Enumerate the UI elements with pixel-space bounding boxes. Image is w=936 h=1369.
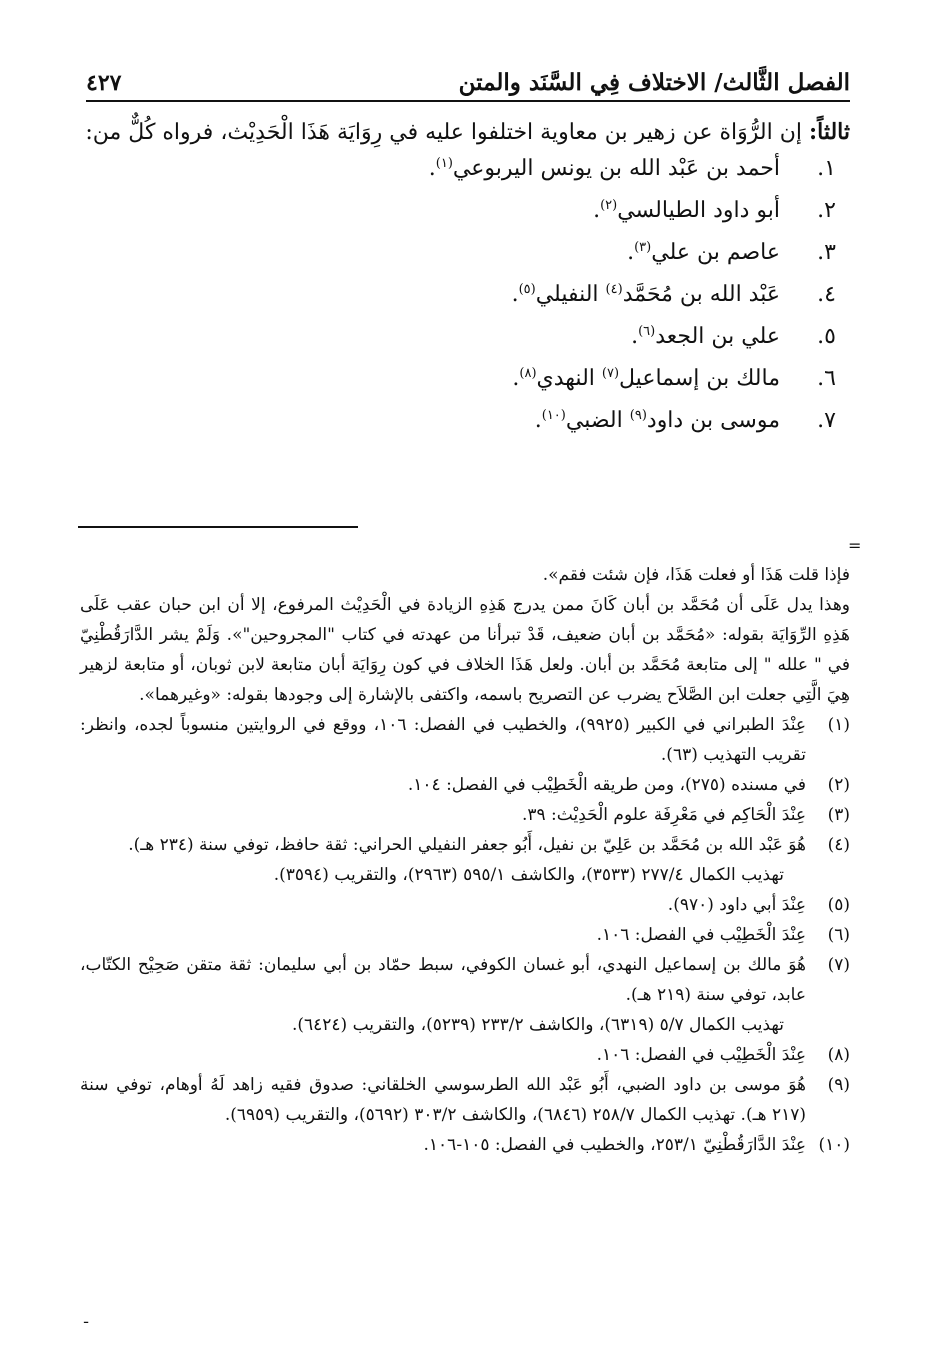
narrator-name [535,408,790,433]
narrator-list [136,156,836,450]
full-stop: . [428,156,436,181]
footnote-ref[interactable]: (١٠) [541,408,566,423]
header-rule [86,100,850,102]
narrator-item [136,198,836,240]
footnote-text [80,1070,806,1130]
narrator-name [512,282,790,307]
footnote-number: (١٠) [818,1135,850,1155]
footnote-number: (٤) [827,835,850,855]
footnote-number: (١) [827,715,850,735]
narrator-number: ٧. [817,408,836,433]
narrator-item [136,366,836,408]
footnote-text [80,800,806,830]
narrator-number: ٦. [817,366,836,391]
continuation-mark: = [848,536,862,555]
footnote-number: (٦) [827,925,850,945]
footnote-item [80,830,850,890]
footnote-number: (٢) [827,775,850,795]
footnote-line: تهذيب الكمال ٢٧٧/٤ (٣٥٣٣)، والكاشف ٥٩٥/١ (٢٩٦٣)، والتقريب (٣٥٩٤). [273,865,784,885]
footnote-line: عِنْدَ الطبراني في الكبير (٩٩٢٥)، والخطيب في الفصل: ١٠٦، ووقع في الروايتين منسوباً لجده، وانظر: تقريب التهذيب (٦٣). [80,715,806,765]
chapter-title: الفصل الثَّالث/ الاختلاف فِي السَّنَد والمتن [458,69,850,96]
narrator-name [429,156,790,181]
footnote-text [80,950,806,1040]
narrator-number: ١. [817,156,836,181]
footnote-ref[interactable]: (٤) [605,282,623,297]
footnote-number: (٧) [827,955,850,975]
footnote-number: (٥) [827,895,850,915]
footnote-line: في مسنده (٢٧٥)، ومن طريقه الْخَطِيْب في الفصل: ١٠٤. [407,775,806,795]
running-header [86,58,850,96]
footnote-item [80,710,850,770]
intro-text: إن الرُّوَاة عن زهير بن معاوية اختلفوا عليه في رِوَايَة هَذَا الْحَدِيْث، فرواه كُلٌّ من: [85,120,802,145]
full-stop: . [511,282,519,307]
narrator-nisba: النفيلي [535,282,606,307]
intro-paragraph [86,112,850,153]
narrator-item [136,408,836,450]
footnote-text [80,1040,806,1070]
footnote-ref[interactable]: (٥) [518,282,536,297]
footnote-ref[interactable]: (٣) [634,240,652,255]
footnote-line: عِنْدَ الْخَطِيْب في الفصل: ١٠٦. [596,925,806,945]
narrator-name-text: أبو داود الطيالسي [617,198,780,223]
narrator-item [136,324,836,366]
narrator-nisba: النهدي [536,366,602,391]
footnote-ref[interactable]: (٧) [601,366,620,381]
footnote-number: (٨) [827,1045,850,1065]
footnote-line: تهذيب الكمال ٥/٧ (٦٣١٩)، والكاشف ٢٣٣/٢ (٥٢٣٩)، والتقريب (٦٤٢٤). [291,1015,784,1035]
intro-lead: ثالثاً: [809,119,850,145]
page-number: ٤٢٧ [86,70,122,96]
footnote-item [80,770,850,800]
continuation-line: وهذا يدل عَلَى أن مُحَمَّد بن أبان كَانَ ممن يدرج هَذِهِ الزيادة في الْحَدِيْث المرفوع، إلا أن ابن حبان عقب عَلَى هَذِهِ الرِّوَايَة بقوله: «مُحَمَّد بن أبان ضعيف، قَدْ تبرأنا من عهدته في كتاب "المجروحين"». وَلَمْ يشر الدَّارَقُطْنِيّ في " علله " إلى متابعة مُحَمَّد بن أبان. ولعل هَذَا الخلاف في كون رِوَايَة أبان متابعة لابن ثوبان، أو متابعة لزهير هِيَ الَّتِي جعلت ابن الصَّلاَح يضرب عن التصريح باسمه، واكتفى بالإشارة إلى وجودها بقوله: «وغيرهما». [80,595,850,705]
footnote-line: عِنْدَ الدَّارَقُطْنِيّ ٢٥٣/١، والخطيب في الفصل: ١٠٥-١٠٦. [423,1135,806,1155]
narrator-item [136,240,836,282]
footnote-item [80,950,850,1040]
footnote-ref[interactable]: (٢) [600,198,618,213]
footnote-text [80,830,806,890]
footnote-text [80,920,806,950]
footnote-line: عِنْدَ الْخَطِيْب في الفصل: ١٠٦. [596,1045,806,1065]
narrator-name-text: علي بن الجعد [655,324,780,349]
footnote-continuation [80,560,850,710]
narrator-item [136,282,836,324]
full-stop: . [534,408,542,433]
narrator-name-text: عَبْد الله بن مُحَمَّد [622,282,780,307]
footnote-line: عِنْدَ أبي داود (٩٧٠). [667,895,806,915]
narrator-item [136,156,836,198]
footnote-line: هُوَ عَبْد الله بن مُحَمَّد بن عَلِيّ بن نفيل، أَبُو جعفر النفيلي الحراني: ثقة حافظ، توفي سنة (٢٣٤ هـ). [128,835,806,855]
footnote-number: (٣) [827,805,850,825]
footnote-text [80,770,806,800]
narrator-number: ٣. [817,240,836,265]
narrator-number: ٥. [817,324,836,349]
footnote-ref[interactable]: (٨) [519,366,537,381]
footnote-line: هُوَ مالك بن إسماعيل النهدي، أبو غسان الكوفي، سبط حمّاد بن أبي سليمان: ثقة متقن صَحِيْح الكتّاب، عابد، توفي سنة (٢١٩ هـ). [80,955,806,1005]
full-stop: . [593,198,601,223]
narrator-name-text: موسى بن داود [646,408,780,433]
page-end-mark: ـ [84,1311,89,1327]
footnote-text [80,890,806,920]
footnote-item [80,890,850,920]
narrator-name [512,366,790,391]
footnote-item [80,1130,850,1160]
narrator-nisba: الضبي [565,408,630,433]
footnote-item [80,800,850,830]
continuation-line: فإذا قلت هَذَا أو فعلت هَذَا، فإن شئت فقم». [542,565,850,585]
footnote-line: هُوَ موسى بن داود الضبي، أَبُو عَبْد الله الطرسوسي الخلقاني: صدوق فقيه زاهد لَهُ أوهام، توفي سنة (٢١٧ هـ). تهذيب الكمال ٢٥٨/٧ (٦٨٤٦)، والكاشف ٣٠٣/٢ (٥٦٩٢)، والتقريب (٦٩٥٩). [80,1075,806,1125]
narrator-name [631,324,790,349]
footnote-item [80,1040,850,1070]
narrator-name-text: عاصم بن علي [651,240,780,265]
footnote-separator [78,526,358,528]
full-stop: . [631,324,639,349]
footnote-ref[interactable]: (٦) [638,324,656,339]
footnote-ref[interactable]: (١) [435,156,453,171]
narrator-name [593,198,790,223]
narrator-number: ٢. [817,198,836,223]
footnote-text [80,710,806,770]
full-stop: . [627,240,635,265]
footnotes [80,560,850,1160]
footnote-item [80,1070,850,1130]
full-stop: . [512,366,520,391]
footnote-list [80,710,850,1160]
footnote-ref[interactable]: (٩) [629,408,647,423]
narrator-number: ٤. [817,282,836,307]
footnote-text [80,1130,806,1160]
narrator-name-text: أحمد بن عَبْد الله بن يونس اليربوعي [452,156,780,181]
narrator-name-text: مالك بن إسماعيل [619,366,780,391]
narrator-name [627,240,790,265]
footnote-line: عِنْدَ الْحَاكِم في مَعْرِفَة علوم الْحَدِيْث: ٣٩. [521,805,806,825]
footnote-number: (٩) [827,1075,850,1095]
footnote-item [80,920,850,950]
